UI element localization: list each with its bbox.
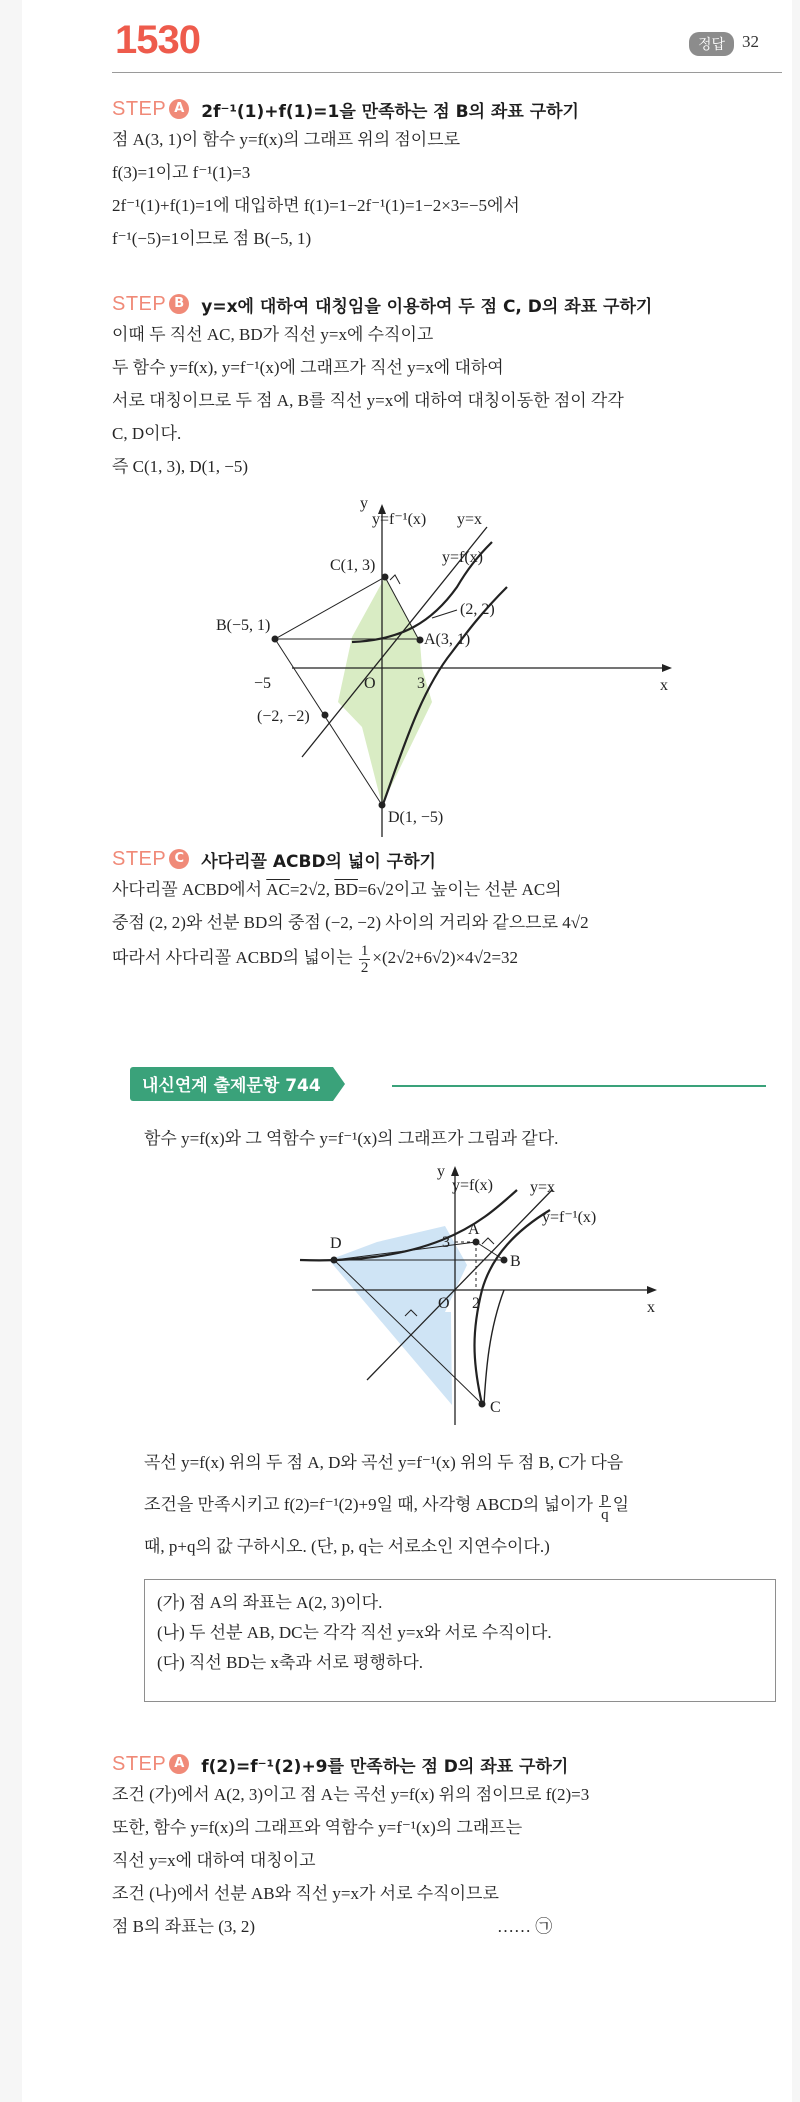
text-fragment: 일 [612,1495,630,1514]
step-word: STEP [112,847,167,870]
step-letter-badge: A [169,99,189,119]
header-divider [112,72,782,73]
text-line: 서로 대칭이므로 두 점 A, B를 직선 y=x에 대하여 대칭이동한 점이 각각 [112,391,624,410]
text-line: 조건 (가)에서 A(2, 3)이고 점 A는 곡선 y=f(x) 위의 점이므로 f(2)=3 [112,1785,590,1804]
label-d: D(1, −5) [388,809,444,826]
solution2-step-a [112,1750,772,1943]
x-axis-arrow [647,1286,657,1294]
solution-step-a [112,95,772,255]
label-y-equals-x: y=x [530,1179,556,1196]
label-c: C(1, 3) [330,557,376,574]
tag-divider [392,1085,766,1087]
label-f-inverse: y=f⁻¹(x) [372,511,427,528]
step-b-title: y=x에 대하여 대칭임을 이용하여 두 점 C, D의 좌표 구하기 [201,296,653,317]
text-line: 점 A(3, 1)이 함수 y=f(x)의 그래프 위의 점이므로 [112,130,461,149]
label-f-inverse: y=f⁻¹(x) [542,1209,597,1226]
origin-label: O [438,1295,450,1312]
label-minus2-minus2: (−2, −2) [257,708,310,725]
fraction-denominator: q [601,1506,609,1523]
tick-minus5: −5 [254,675,272,692]
solution-step-c [112,845,772,977]
label-a: A [468,1221,480,1238]
point-b [501,1257,508,1264]
text-line: f⁻¹(−5)=1이므로 점 B(−5, 1) [112,229,312,248]
solution-step-b [112,290,772,483]
equation-marker: …… ㉠ [497,1917,553,1936]
step-a-title: f(2)=f⁻¹(2)+9를 만족하는 점 D의 좌표 구하기 [201,1756,569,1777]
step-a-title: 2f⁻¹(1)+f(1)=1을 만족하는 점 B의 좌표 구하기 [201,101,579,122]
text-line: 즉 C(1, 3), D(1, −5) [112,457,249,476]
right-angle-mark [482,1238,494,1244]
text-line [144,1483,772,1527]
right-angle-mark [390,575,400,584]
problem-statement [144,1443,772,1567]
label-f: y=f(x) [452,1177,494,1194]
fraction-one-half [359,943,371,976]
label-f: y=f(x) [442,549,484,566]
point-a [417,637,424,644]
step-word: STEP [112,292,167,315]
linked-problem-label: 내신연계 출제문항 744 [130,1067,333,1101]
text-line: 2f⁻¹(1)+f(1)=1에 대입하면 f(1)=1−2f⁻¹(1)=1−2×3=−5에서 [112,196,520,215]
label-c: C [490,1399,501,1416]
text-line [112,1910,772,1943]
text-fragment: 점 B의 좌표는 (3, 2) [112,1917,256,1936]
problem-intro [144,1122,772,1155]
text-line: 또한, 함수 y=f(x)의 그래프와 역함수 y=f⁻¹(x)의 그래프는 [112,1818,523,1837]
condition-item: (다) 직선 BD는 x축과 서로 평행하다. [157,1653,424,1672]
text-line: C, D이다. [112,424,182,443]
point-a [473,1239,480,1246]
text-line: f(3)=1이고 f⁻¹(1)=3 [112,163,251,182]
quadrilateral-graph [292,1160,672,1430]
text-line: 두 함수 y=f(x), y=f⁻¹(x)에 그래프가 직선 y=x에 대하여 [112,358,504,377]
text-fragment: =2√2, [289,880,335,899]
point-d [379,802,386,809]
step-letter-badge: C [169,849,189,869]
text-line: 함수 y=f(x)와 그 역함수 y=f⁻¹(x)의 그래프가 그림과 같다. [144,1129,559,1148]
text-fragment: 따라서 사다리꼴 ACBD의 넓이는 [112,948,353,967]
text-line: 조건 (나)에서 선분 AB와 직선 y=x가 서로 수직이므로 [112,1884,499,1903]
label-d: D [330,1235,342,1252]
x-axis-arrow [662,664,672,672]
label-b: B(−5, 1) [216,617,271,634]
point-q [322,712,329,719]
label-b: B [510,1253,521,1270]
point-c [479,1401,486,1408]
segment-ab [476,1242,504,1260]
tick-3: 3 [442,1234,450,1251]
fraction-p-over-q [599,1490,611,1523]
text-fragment: ×(2√2+6√2)×4√2=32 [372,948,519,967]
step-word: STEP [112,1752,167,1775]
text-line: 중점 (2, 2)와 선분 BD의 중점 (−2, −2) 사이의 거리와 같으므로 4√2 [112,913,589,932]
tick-2: 2 [472,1295,480,1312]
step-a-heading [112,95,772,123]
label-y-equals-x: y=x [457,511,483,528]
answer-badge: 정답 [689,32,734,56]
step-c-title: 사다리꼴 ACBD의 넓이 구하기 [201,851,436,872]
y-axis-label: y [437,1163,445,1180]
x-axis-label: x [660,677,668,694]
step-b-heading [112,290,772,318]
point-d [331,1257,338,1264]
text-line: 곡선 y=f(x) 위의 두 점 A, D와 곡선 y=f⁻¹(x) 위의 두 점 B, C가 다음 [144,1453,624,1472]
text-line: 이때 두 직선 AC, BD가 직선 y=x에 수직이고 [112,325,434,344]
text-fragment: 사다리꼴 ACBD에서 [112,880,267,899]
page-number: 32 [742,32,759,51]
text-line: 직선 y=x에 대하여 대칭이고 [112,1851,316,1870]
text-fragment: 조건을 만족시키고 f(2)=f⁻¹(2)+9일 때, 사각형 ABCD의 넓이가 [144,1495,593,1514]
segment-ac-text: $\overline{AC}$ [266,880,290,899]
text-line [112,873,772,906]
trapezoid-graph [216,492,682,837]
linked-problem-tag [130,1067,345,1101]
step-a-heading [112,1750,772,1778]
text-line: 때, p+q의 값 구하시오. (단, p, q는 서로소인 지연수이다.) [144,1537,550,1556]
point-c [382,574,389,581]
y-axis-label: y [360,495,368,512]
text-line [112,939,772,977]
label-a: A(3, 1) [424,631,471,648]
tick-3: 3 [417,675,425,692]
page [22,0,792,2102]
tag-arrow [333,1067,345,1101]
origin-label: O [364,675,376,692]
step-letter-badge: B [169,294,189,314]
fraction-numerator: 1 [360,942,369,959]
label-2-2: (2, 2) [460,601,495,618]
step-letter-badge: A [169,1754,189,1774]
fraction-denominator: 2 [360,959,369,976]
condition-item: (나) 두 선분 AB, DC는 각각 직선 y=x와 서로 수직이다. [157,1623,552,1642]
fraction-numerator: p [601,1489,609,1506]
curve-f-inverse-lower [484,1290,504,1404]
conditions-box [144,1579,776,1702]
step-word: STEP [112,97,167,120]
problem-number: 1530 [115,18,200,62]
x-axis-label: x [647,1299,655,1316]
condition-item: (가) 점 A의 좌표는 A(2, 3)이다. [157,1593,383,1612]
segment-bd-text: $\overline{BD}$ [334,880,358,899]
y-axis-arrow [451,1166,459,1176]
step-c-heading [112,845,772,873]
text-fragment: =6√2이고 높이는 선분 AC의 [357,880,562,899]
point-b [272,636,279,643]
